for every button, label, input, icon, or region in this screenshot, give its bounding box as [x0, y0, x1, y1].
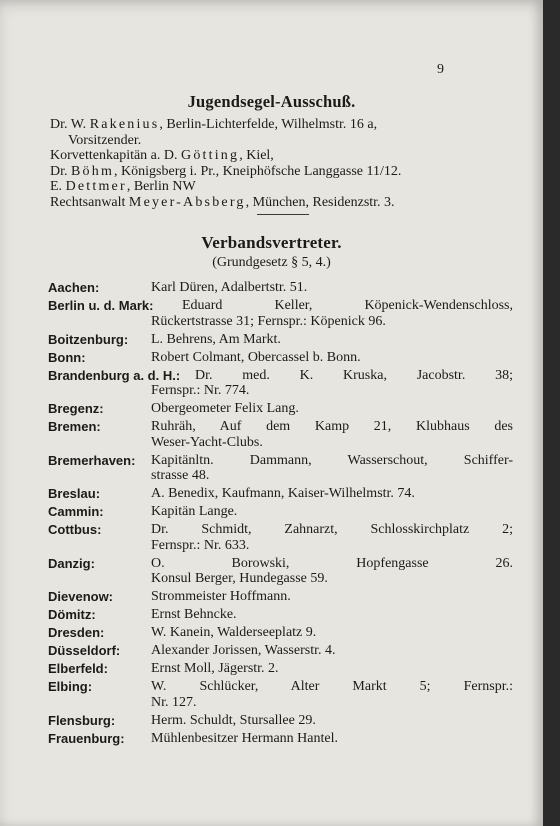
representative-entry: [48, 589, 513, 605]
representative-line: Alexander Jorissen, Wasserstr. 4.: [151, 643, 336, 658]
member-name: Böhm: [71, 163, 115, 179]
committee-member: [50, 164, 510, 180]
representative-line: Ruhräh, Auf dem Kamp 21, Klubhaus des: [151, 419, 513, 434]
representative-line: Weser-Yacht-Clubs.: [151, 434, 263, 450]
representative-line: Strommeister Hoffmann.: [151, 589, 291, 604]
page-number: 9: [437, 62, 444, 77]
representative-entry: [48, 661, 513, 677]
representative-entry: [48, 332, 513, 348]
representatives-subtitle: (Grundgesetz § 5, 4.): [212, 255, 331, 270]
representative-entry: [48, 625, 513, 641]
city-label: Cammin:: [48, 504, 104, 519]
member-address: , München, Residenzstr. 3.: [245, 194, 395, 210]
member-address: , Berlin NW: [126, 179, 196, 194]
representative-entry: [48, 679, 513, 710]
representative-line: W. Kanein, Walderseeplatz 9.: [151, 625, 317, 640]
city-label: Bremerhaven:: [48, 452, 136, 468]
member-name: Dettmer: [65, 179, 127, 194]
representative-entry: [48, 368, 513, 399]
city-label: Danzig:: [48, 555, 95, 571]
city-label: Bonn:: [48, 349, 86, 365]
representative-line: Mühlenbesitzer Hermann Hantel.: [151, 730, 338, 746]
city-label: Breslau:: [48, 486, 101, 501]
representative-entry: [48, 453, 513, 484]
representative-line: W. Schlücker, Alter Markt 5; Fernspr.:: [151, 679, 513, 694]
member-name: Meyer-Absberg: [128, 194, 246, 210]
youth-committee-list: [50, 117, 510, 210]
member-address: , Kiel,: [239, 148, 274, 163]
representative-line: L. Behrens, Am Markt.: [151, 331, 281, 347]
representative-entry: [48, 419, 513, 450]
member-title: E.: [50, 179, 66, 194]
representatives-heading: Verbandsvertreter.: [201, 233, 342, 252]
member-name: Rakenius: [89, 117, 160, 132]
city-label: Elberfeld:: [48, 661, 108, 676]
representative-line: Herm. Schuldt, Stursallee 29.: [151, 712, 316, 728]
representatives-list: [48, 280, 513, 749]
member-title: Korvettenkapitän a. D.: [50, 148, 182, 163]
member-title: Dr.: [50, 163, 71, 179]
representative-entry: [48, 731, 513, 747]
city-label: Berlin u. d. Mark:: [48, 298, 154, 313]
committee-member: [50, 195, 510, 211]
representative-entry: [48, 401, 513, 417]
city-label: Dömitz:: [48, 607, 96, 622]
representative-line: Kapitän Lange.: [151, 504, 238, 519]
representative-line: Karl Düren, Adalbertstr. 51.: [151, 280, 308, 295]
representative-line: Dr. Schmidt, Zahnarzt, Schlosskirchplatz 2;: [151, 522, 513, 537]
representative-entry: [48, 556, 513, 587]
representative-line: Obergeometer Felix Lang.: [151, 401, 299, 416]
city-label: Frauenburg:: [48, 730, 125, 746]
representative-entry: [48, 486, 513, 502]
representative-line: Rückertstrasse 31; Fernspr.: Köpenick 96.: [151, 313, 386, 329]
committee-member: [50, 148, 510, 164]
member-title: Rechtsanwalt: [50, 194, 129, 210]
member-address: , Berlin-Lichterfelde, Wilhelmstr. 16 a,: [159, 117, 378, 132]
representative-entry: [48, 298, 513, 329]
city-label: Bremen:: [48, 419, 101, 434]
city-label: Brandenburg a. d. H.:: [48, 367, 181, 383]
representative-line: strasse 48.: [151, 468, 210, 483]
representative-line: Dr. med. K. Kruska, Jacobstr. 38;: [195, 367, 513, 383]
city-label: Boitzenburg:: [48, 331, 129, 347]
member-title: Dr. W.: [50, 117, 90, 132]
representative-entry: [48, 350, 513, 366]
representative-line: Konsul Berger, Hundegasse 59.: [151, 571, 328, 586]
city-label: Aachen:: [48, 280, 100, 295]
representative-line: O. Borowski, Hopfengasse 26.: [151, 555, 513, 571]
city-label: Düsseldorf:: [48, 643, 121, 658]
representative-line: A. Benedix, Kaufmann, Kaiser-Wilhelmstr. 74.: [151, 486, 415, 501]
representative-entry: [48, 607, 513, 623]
representative-entry: [48, 280, 513, 296]
representative-entry: [48, 643, 513, 659]
city-label: Cottbus:: [48, 522, 102, 537]
representative-entry: [48, 504, 513, 520]
section-divider: [257, 214, 309, 215]
member-role: Vorsitzender.: [68, 132, 142, 148]
city-label: Dievenow:: [48, 589, 114, 604]
representative-entry: [48, 522, 513, 553]
representative-entry: [48, 713, 513, 729]
representative-line: Fernspr.: Nr. 633.: [151, 537, 250, 553]
city-label: Elbing:: [48, 679, 93, 694]
city-label: Dresden:: [48, 625, 105, 640]
representative-line: Robert Colmant, Obercassel b. Bonn.: [151, 349, 361, 365]
youth-committee-heading: Jugendsegel-Ausschuß.: [187, 92, 356, 111]
city-label: Flensburg:: [48, 712, 116, 728]
representative-line: Fernspr.: Nr. 774.: [151, 383, 250, 398]
representative-line: Kapitänltn. Dammann, Wasserschout, Schiffer-: [151, 452, 513, 468]
committee-member: [50, 179, 510, 195]
representative-line: Ernst Behncke.: [151, 607, 237, 622]
representative-line: Nr. 127.: [151, 694, 197, 710]
member-name: Götting: [181, 148, 240, 163]
representative-line: Eduard Keller, Köpenick-Wendenschloss,: [182, 298, 513, 313]
member-address: , Königsberg i. Pr., Kneiphöfsche Langgasse 11/12.: [114, 163, 402, 179]
city-label: Bregenz:: [48, 401, 104, 416]
representative-line: Ernst Moll, Jägerstr. 2.: [151, 661, 279, 676]
committee-member: [50, 117, 510, 148]
